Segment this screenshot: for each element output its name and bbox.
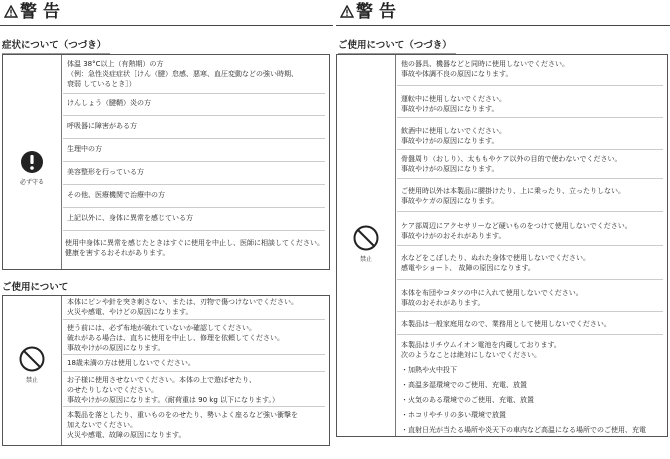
banner-title: 警告 [356,2,402,22]
usage-cont-box [336,54,668,437]
divider [397,279,663,280]
list-item: 本体を布団やコタツの中に入れて使用しないでください。 事故のおそれがあります。 [401,289,583,307]
list-item: ケア部周辺にアクセサリーなど硬いものをつけて使用しないでください。 事故やけがのおそれがあります。 [401,222,632,240]
sub-list-item: ・高温多湿環境でのご使用、充電、放置 [401,381,527,389]
list-item: 本製品はリチウムイオン電池を内蔵しております。 次のようなことは絶対にしないでください。 ・加熱や火中投下 ・高温多湿環境でのご使用、充電、放置 ・火気のある環境でのご使用、充電、放置 ・ホコリやチリの多い環境で放置 ・直射日光が当たる場所や炎天下の車内など高温になる場所でのご使用、充電 [401,340,661,435]
banner-rule [336,25,670,26]
usage-box [2,295,330,446]
icon-cell [3,55,62,269]
divider [397,85,663,86]
divider [397,334,663,335]
divider [397,245,663,246]
divider [63,115,325,116]
list-item: 生理中の方 [67,145,102,153]
warning-triangle-icon [340,5,354,18]
divider [63,93,325,94]
warning-banner [336,0,670,24]
icon-cell [3,296,62,445]
divider [63,319,325,320]
list-item: 運転中に使用しないでください。 事故やけがの原因になります。 [401,95,506,113]
divider [63,161,325,162]
section-title-usage-cont: ご使用について（つづき） [338,40,452,51]
divider [397,178,663,179]
warning-triangle-icon [4,5,18,18]
list-item: 他の器具、機器などと同時に使用しないでください。 事故や体調不良の原因になります。 [401,60,569,78]
list-item: 本体にピンや針を突き刺さない、または、刃物で傷つけないでください。 火災や感電、やけどの原因になります。 [67,298,298,316]
list-item: 体温 38°C以上（有熱期）の方 （例：急性炎症症状［けん（腱）怠感、悪寒、血圧変動などの強い時期、 衰弱 しているとき］） [67,60,298,88]
banner-title: 警告 [20,2,66,22]
divider [63,207,325,208]
list-item: ご使用時以外は本製品に腰掛けたり、上に乗ったり、立ったりしない。 事故やケガの原因になります。 [401,187,625,205]
left-column [0,0,333,439]
list-item: 本製品は一般家庭用なので、業務用として使用しないでください。 [401,320,611,328]
sub-list-item: ・直射日光が当たる場所や炎天下の車内など高温になる場所でのご使用、充電 [401,426,646,434]
list-item: けんしょう（腱鞘）炎の方 [67,99,151,107]
list-item: 18歳未満の方は使用しないでください。 [67,359,195,367]
divider [397,117,663,118]
list-item: その他、医療機関で治療中の方 [67,191,165,199]
divider [63,230,325,231]
list-item: 使う前には、必ず布地が破れていないか確認してください。 破れがある場合は、直ちに使用を中止し、修理を依頼してください。 事故やけがの原因になります。 [67,324,284,352]
prohibited-icon [19,346,45,372]
list-item: 水などをこぼしたり、ぬれた身体で使用しないでください。 感電やショート、 故障の原因になります。 [401,254,590,272]
divider [63,354,325,355]
list-item: 呼吸器に障害がある方 [67,122,137,130]
list-item: お子様に使用させないでください。本体の上で遊ばせたり、 のせたりしないでください。 事故やけがの原因になります。（耐荷重は 90 kg 以下になります。） [67,376,279,404]
list-item: 本製品を落としたり、重いものをのせたり、勢いよく座るなど強い衝撃を 加えないでください。 火災や感電、故障の原因になります。 [67,411,298,439]
warning-banner [0,0,333,24]
divider [63,184,325,185]
banner-rule [0,25,333,26]
divider [397,311,663,312]
prohibited-label: 禁止 [359,256,372,263]
list-item: 飲酒中に使用しないでください。 事故やけがの原因になります。 [401,127,506,145]
icon-cell [337,55,396,436]
divider [63,371,325,372]
sub-list-item: ・ホコリやチリの多い環境で放置 [401,411,506,419]
list-item: 美容整形を行っている方 [67,168,144,176]
divider [397,211,663,212]
section-title-symptoms: 症状について（つづき） [2,40,107,51]
prohibited-icon [353,225,379,251]
right-column [336,0,670,434]
symptoms-box [2,54,330,270]
prohibited-label: 禁止 [25,377,38,384]
mandatory-icon [20,150,44,174]
list-item: 骨盤周り（おしり）、太ももやケア以外の目的で使わないでください。 事故やけがの原因になります。 [401,155,622,173]
mandatory-label: 必ず守る [19,179,44,186]
section-title-usage: ご使用について [2,282,69,293]
sub-list-item: ・火気のある環境でのご使用、充電、放置 [401,396,534,404]
divider [397,149,663,150]
sub-list-item: ・加熱や火中投下 [401,366,457,374]
divider [63,138,325,139]
list-item: 使用中身体に異常を感じたときはすぐに使用を中止し、医師に相談してください。 健康を害するおそれがあります。 [65,239,324,257]
divider [63,406,325,407]
list-item: 上記以外に、身体に異常を感じている方 [67,214,193,222]
